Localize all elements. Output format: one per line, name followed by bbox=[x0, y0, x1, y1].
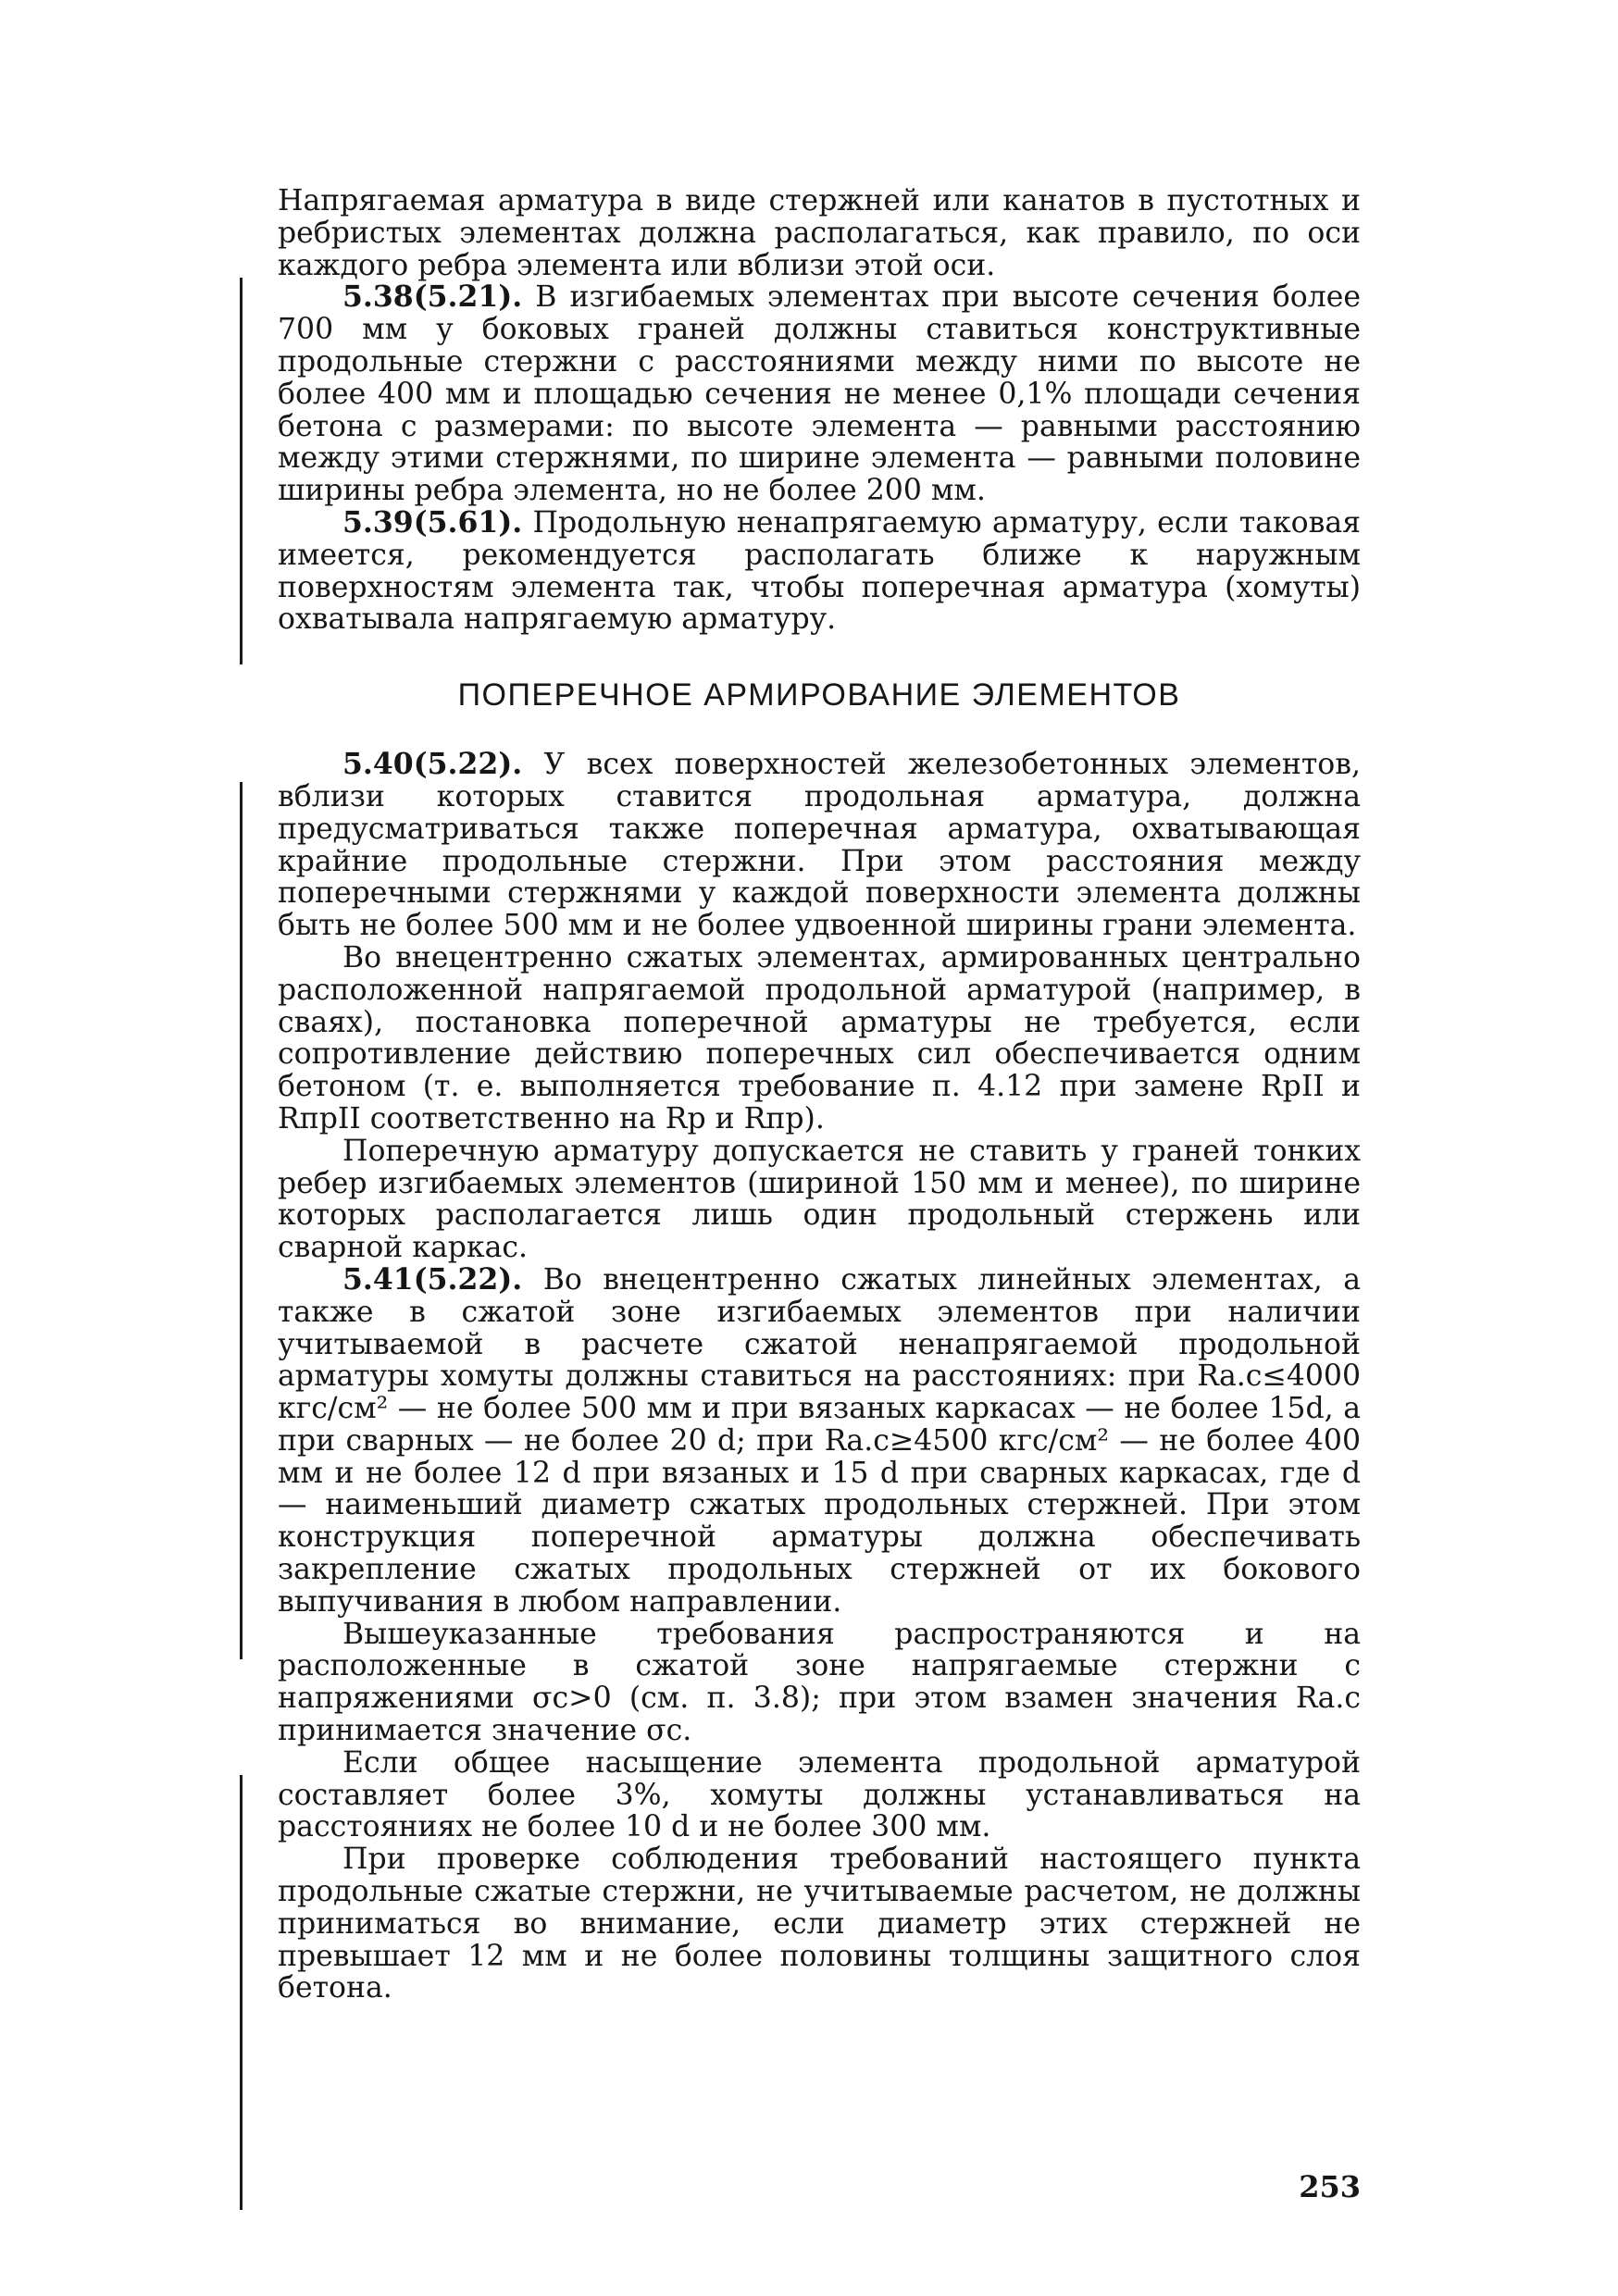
margin-bar-5-38 bbox=[240, 278, 243, 664]
paragraph-5-38 bbox=[278, 281, 1361, 507]
paragraph-5-39 bbox=[278, 504, 1361, 637]
paragraph-5-41 bbox=[278, 1261, 1361, 1619]
paragraph-text: Продольную ненапрягаемую арматуру, если таковая имеется, рекомендуется располагать ближе к наружным поверхностям элемента так, чтобы поперечная арматура (хомуты) охватывала напрягаемую арматуру. bbox=[278, 505, 1361, 637]
paragraph-5-40 bbox=[278, 749, 1361, 942]
paragraph-eccentric: Во внецентренно сжатых элементах, армированных центрально расположенной напрягаемой продольной арматурой (например, в сваях), постановка поперечной арматуры не требуется, если сопротивление действию поперечных сил обеспечивается одним бетоном (т. е. выполняется требование п. 4.12 при замене RpII и RпрII соответственно на Rp и Rпр). bbox=[278, 940, 1361, 1136]
paragraph-text: Во внецентренно сжатых линейных элементах, а также в сжатой зоне изгибаемых элементов при наличии учитываемой в расчете сжатой ненапрягаемой продольной арматуры хомуты должны ставиться на расстояниях: при Rа.с≤4000 кгс/см² — не более 500 мм и при вязаных каркасах — не более 15d, а при сварных — не более 20 d; при Rа.с≥4500 кгс/см² — не более 400 мм и не более 12 d при вязаных и 15 d при сварных каркасах, где d — наименьший диаметр сжатых продольных стержней. При этом конструкция поперечной арматуры должна обеспечивать закрепление сжатых продольных стержней от их бокового выпучивания в любом направлении. bbox=[278, 1262, 1361, 1619]
section-heading: ПОПЕРЕЧНОЕ АРМИРОВАНИЕ ЭЛЕМЕНТОВ bbox=[457, 677, 1181, 714]
margin-bar-5-40 bbox=[240, 782, 243, 1659]
paragraph-thin-ribs: Поперечную арматуру допускается не ставить у граней тонких ребер изгибаемых элементов (шириной 150 мм и менее), по ширине которых располагается лишь один продольный стержень или сварной каркас. bbox=[278, 1134, 1361, 1265]
paragraph-number: 5.38(5.21). bbox=[342, 279, 523, 315]
paragraph-number: 5.41(5.22). bbox=[342, 1261, 523, 1297]
page-body bbox=[278, 185, 1361, 2004]
paragraph-saturation: Если общее насыщение элемента продольной арматурой составляет более 3%, хомуты должны устанавливаться на расстояниях не более 10 d и не более 300 мм. bbox=[278, 1745, 1361, 1844]
margin-bar-saturation bbox=[240, 1775, 243, 2210]
page-number: 253 bbox=[1299, 2169, 1361, 2204]
paragraph-text: В изгибаемых элементах при высоте сечения более 700 мм у боковых граней должны ставиться конструктивные продольные стержни с расстояниями между ними по высоте не более 400 мм и площадью сечения не менее 0,1% площади сечения бетона с размерами: по высоте элемента — равными расстоянию между этими стержнями, по ширине элемента — равными половине ширины ребра элемента, но не более 200 мм. bbox=[278, 280, 1362, 508]
intro-paragraph: Напрягаемая арматура в виде стержней или канатов в пустотных и ребристых элементах должна располагаться, как правило, по оси каждого ребра элемента или вблизи этой оси. bbox=[278, 184, 1361, 282]
paragraph-number: 5.39(5.61). bbox=[342, 504, 523, 540]
paragraph-text: У всех поверхностей железобетонных элементов, вблизи которых ставится продольная арматура, должна предусматриваться также поперечная арматура, охватывающая крайние продольные стержни. При этом расстояния между поперечными стержнями у каждой поверхности элемента должны быть не более 500 мм и не более удвоенной ширины грани элемента. bbox=[278, 748, 1362, 943]
paragraph-number: 5.40(5.22). bbox=[342, 747, 523, 782]
paragraph-check: При проверке соблюдения требований настоящего пункта продольные сжатые стержни, не учитываемые расчетом, не должны приниматься во внимание, если диаметр этих стержней не превышает 12 мм и не более половины толщины защитного слоя бетона. bbox=[278, 1843, 1361, 2005]
paragraph-above-requirements: Вышеуказанные требования распространяются и на расположенные в сжатой зоне напрягаемые стержни с напряжениями σс>0 (см. п. 3.8); при этом взамен значения Rа.с принимается значение σс. bbox=[278, 1617, 1361, 1748]
